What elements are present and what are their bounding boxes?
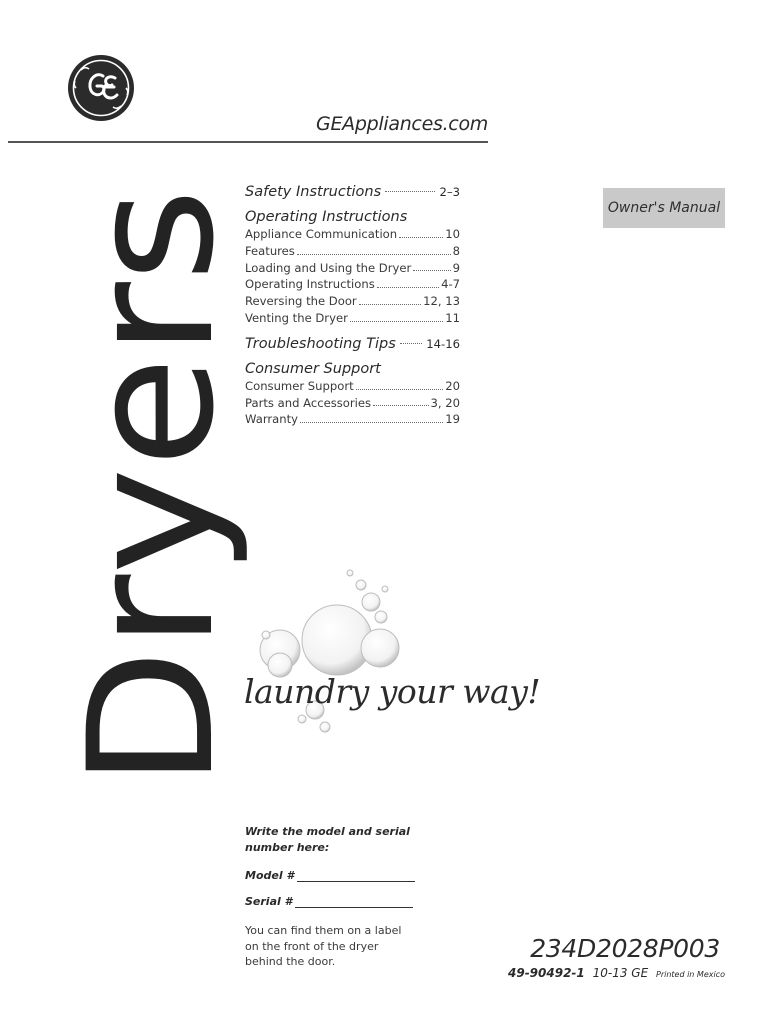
toc-section-safety [245,184,460,200]
leader-dots [359,304,421,305]
leader-dots [356,389,444,390]
toc-entry-page: 9 [452,260,460,275]
tagline: laundry your way! [244,672,541,711]
toc-heading: Consumer Support [245,360,381,377]
toc-entry-page: 4-7 [441,277,460,292]
toc-entry [245,226,460,243]
toc-entry [245,243,460,260]
toc-entry-label: Features [245,243,295,258]
toc-section-operating [245,209,460,327]
toc-entry-page: 11 [445,310,460,325]
table-of-contents [245,184,460,437]
toc-entry [245,276,460,293]
website-url: GEAppliances.com [316,113,488,135]
toc-entry-page: 8 [452,243,460,258]
model-label: Model # [245,869,295,882]
toc-entry-page: 19 [445,412,460,427]
leader-dots [377,287,439,288]
printed-in: Printed in Mexico [656,970,725,979]
toc-heading: Safety Instructions [245,184,382,200]
toc-entry-label: Operating Instructions [245,277,375,292]
leader-dots [400,343,423,344]
leader-dots [385,191,435,192]
toc-entry [245,293,460,310]
toc-entry-label: Parts and Accessories [245,395,372,410]
toc-entry [245,260,460,277]
toc-entry [245,310,460,327]
toc-entry-page: 12, 13 [423,294,460,309]
publication-line [440,966,725,980]
record-instructions: Write the model and serial number here: [245,825,410,854]
product-title-vertical [51,186,252,791]
toc-entry-label: Loading and Using the Dryer [245,260,412,275]
publication-date: 10-13 GE [592,966,649,980]
toc-entry [245,378,460,395]
part-number: 234D2028P003 [530,934,720,963]
svg-text:Dryers: Dryers [51,216,252,788]
toc-entry-label: Venting the Dryer [245,310,348,325]
toc-heading: Operating Instructions [245,209,408,225]
toc-section-consumer [245,361,460,428]
header-divider [8,141,488,143]
toc-entry-label: Consumer Support [245,378,354,393]
toc-page: 14-16 [426,336,460,351]
toc-section-troubleshooting [245,336,460,352]
leader-dots [399,237,443,238]
serial-label: Serial # [245,895,293,908]
toc-entry-label: Reversing the Door [245,294,357,309]
model-serial-record [245,824,445,970]
toc-entry-label: Appliance Communication [245,227,398,241]
leader-dots [373,405,428,406]
serial-number-field [245,895,445,908]
toc-entry-page: 10 [445,227,460,241]
toc-page: 2–3 [439,185,460,199]
label-location-note: You can find them on a label on the front of the dryer behind the door. [245,924,402,968]
leader-dots [413,270,450,271]
ge-logo [67,54,135,122]
model-number-field [245,869,445,882]
publication-code: 49-90492-1 [508,966,585,980]
toc-entry-page: 20 [445,378,460,393]
toc-entry-label: Warranty [245,412,299,427]
leader-dots [297,254,451,255]
toc-heading: Troubleshooting Tips [245,335,396,352]
model-blank-line [297,871,415,882]
toc-entry-page: 3, 20 [430,395,460,410]
leader-dots [300,422,443,423]
toc-entry [245,395,460,412]
bubbles-illustration [245,565,510,740]
leader-dots [350,321,443,322]
serial-blank-line [295,897,413,908]
owners-manual-tab: Owner's Manual [603,188,725,228]
toc-entry [245,411,460,428]
